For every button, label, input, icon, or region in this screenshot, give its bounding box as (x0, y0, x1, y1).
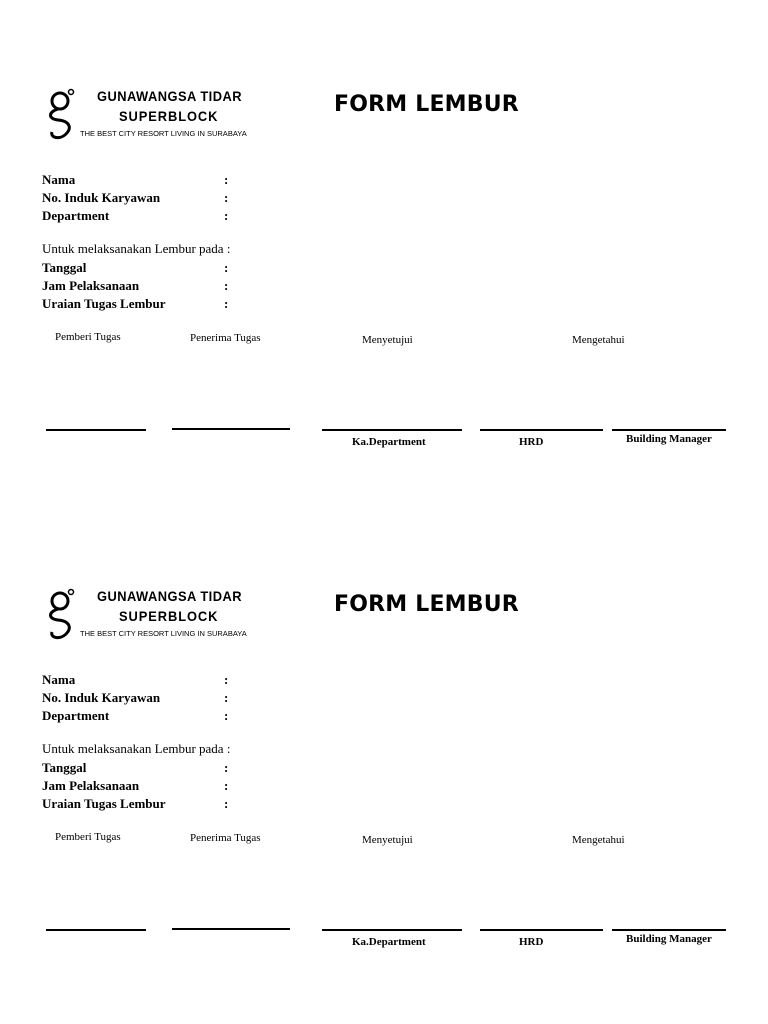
signature-line-building-manager (612, 429, 726, 431)
label-no-induk: No. Induk Karyawan (42, 690, 161, 705)
sig-head-mengetahui: Mengetahui (572, 334, 625, 346)
colon: : (224, 172, 229, 187)
company-logo (46, 86, 246, 142)
label-no-induk: No. Induk Karyawan (42, 190, 161, 205)
sig-head-menyetujui: Menyetujui (362, 334, 413, 346)
colon: : (224, 760, 229, 775)
colon: : (224, 690, 229, 705)
intro-text: Untuk melaksanakan Lembur pada : (42, 241, 231, 256)
colon: : (224, 208, 229, 223)
sig-role-hrd: HRD (519, 936, 544, 948)
overtime-form-1 (0, 0, 768, 480)
sig-head-pemberi: Pemberi Tugas (55, 831, 121, 843)
logo-company-subname: SUPERBLOCK (119, 108, 219, 124)
colon: : (224, 296, 229, 311)
intro-text: Untuk melaksanakan Lembur pada : (42, 741, 231, 756)
sig-role-building-manager: Building Manager (626, 933, 712, 945)
sig-head-menyetujui: Menyetujui (362, 834, 413, 846)
sig-role-ka-department: Ka.Department (352, 936, 426, 948)
signature-line-penerima (172, 928, 290, 930)
sig-head-pemberi: Pemberi Tugas (55, 331, 121, 343)
colon: : (224, 260, 229, 275)
colon: : (224, 796, 229, 811)
signature-line-ka-department (322, 929, 462, 931)
colon: : (224, 278, 229, 293)
signature-line-hrd (480, 429, 603, 431)
label-tanggal: Tanggal (42, 260, 87, 275)
label-nama: Nama (42, 172, 76, 187)
sig-role-ka-department: Ka.Department (352, 436, 426, 448)
signature-line-hrd (480, 929, 603, 931)
signature-line-building-manager (612, 929, 726, 931)
sig-head-mengetahui: Mengetahui (572, 834, 625, 846)
label-tanggal: Tanggal (42, 760, 87, 775)
colon: : (224, 672, 229, 687)
form-title: FORM LEMBUR (334, 92, 519, 117)
label-uraian: Uraian Tugas Lembur (42, 796, 166, 811)
colon: : (224, 778, 229, 793)
sig-role-hrd: HRD (519, 436, 544, 448)
signature-line-pemberi (46, 929, 146, 931)
label-uraian: Uraian Tugas Lembur (42, 296, 166, 311)
logo-company-name: GUNAWANGSA TIDAR (97, 588, 242, 604)
sig-role-building-manager: Building Manager (626, 433, 712, 445)
overtime-form-2 (0, 500, 768, 980)
label-jam: Jam Pelaksanaan (42, 278, 140, 293)
form-title: FORM LEMBUR (334, 592, 519, 617)
signature-line-pemberi (46, 429, 146, 431)
sig-head-penerima: Penerima Tugas (190, 832, 261, 844)
logo-company-subname: SUPERBLOCK (119, 608, 219, 624)
logo-tagline: THE BEST CITY RESORT LIVING IN SURABAYA (80, 629, 247, 638)
label-department: Department (42, 708, 110, 723)
signature-line-penerima (172, 428, 290, 430)
label-nama: Nama (42, 672, 76, 687)
logo-company-name: GUNAWANGSA TIDAR (97, 88, 242, 104)
colon: : (224, 190, 229, 205)
label-jam: Jam Pelaksanaan (42, 778, 140, 793)
signature-line-ka-department (322, 429, 462, 431)
label-department: Department (42, 208, 110, 223)
colon: : (224, 708, 229, 723)
sig-head-penerima: Penerima Tugas (190, 332, 261, 344)
logo-tagline: THE BEST CITY RESORT LIVING IN SURABAYA (80, 129, 247, 138)
company-logo (46, 586, 246, 642)
